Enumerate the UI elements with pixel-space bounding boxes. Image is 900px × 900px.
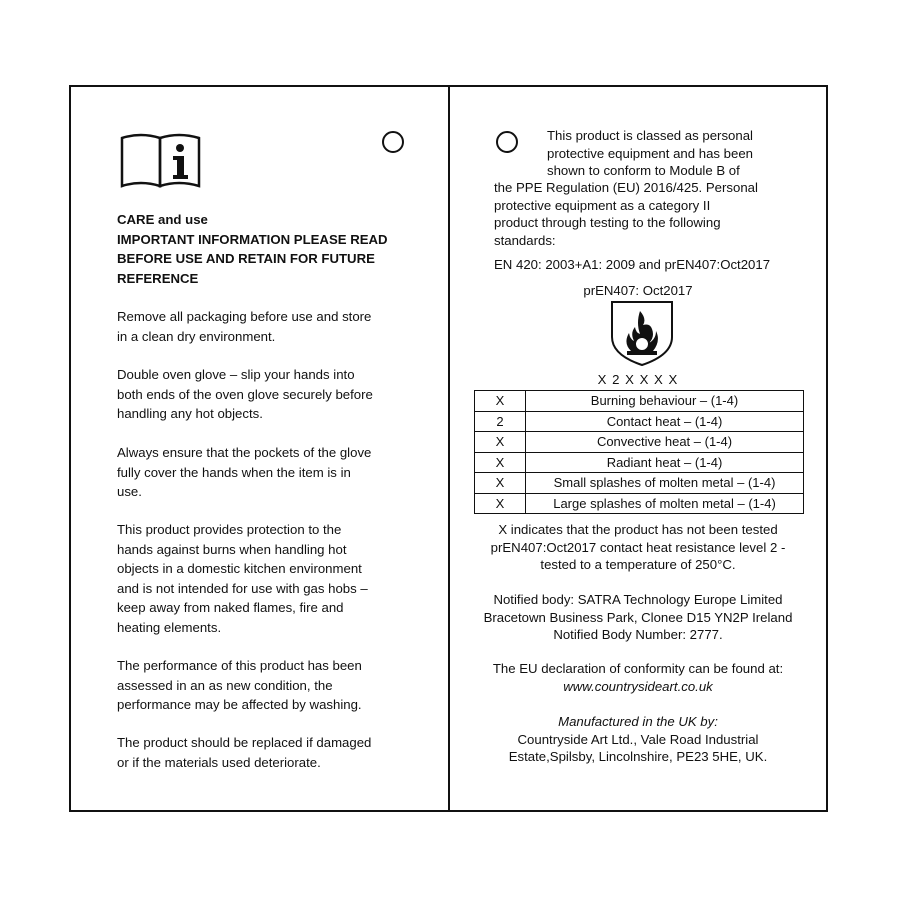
ppe-intro-bottom: [494, 179, 814, 249]
text-line: or if the materials used deteriorate.: [117, 754, 321, 770]
paragraph-protection: [117, 520, 407, 637]
text-line: the PPE Regulation (EU) 2016/425. Personal: [494, 180, 758, 195]
text-line: Estate,Spilsby, Lincolnshire, PE23 5HE, UK.: [508, 749, 768, 764]
text-line: Countryside Art Ltd., Vale Road Industrial: [517, 731, 759, 747]
property-cell: Small splashes of molten metal – (1-4): [526, 473, 804, 494]
hang-hole-right: [496, 131, 518, 153]
text-line: fully cover the hands when the item is in: [117, 464, 351, 480]
level-cell: X: [475, 452, 526, 473]
care-heading-block: [117, 210, 407, 288]
untested-note: [450, 521, 826, 574]
important-line: IMPORTANT INFORMATION PLEASE READ: [117, 231, 388, 247]
level-cell: X: [475, 473, 526, 494]
heat-flame-shield-icon: [609, 299, 675, 367]
text-line: protective equipment as a category II: [494, 197, 711, 213]
text-line: tested to a temperature of 250°C.: [540, 557, 736, 572]
text-line: both ends of the oven glove securely before: [117, 386, 373, 402]
paragraph-pockets: [117, 443, 407, 502]
text-line: This product provides protection to the: [117, 522, 342, 537]
ppe-intro-top: [547, 127, 817, 180]
text-line: X indicates that the product has not been tested: [498, 522, 778, 537]
level-cell: X: [475, 432, 526, 453]
text-line: Notified body: SATRA Technology Europe Limited: [493, 592, 783, 607]
text-line: Bracetown Business Park, Clonee D15 YN2P Ireland: [483, 609, 793, 625]
table-row: [475, 473, 804, 494]
property-cell: Burning behaviour – (1-4): [526, 391, 804, 412]
manufacturer-block: [450, 713, 826, 766]
text-line: shown to conform to Module B of: [547, 163, 740, 178]
manufactured-heading: Manufactured in the UK by:: [558, 714, 718, 729]
text-line: This product is classed as personal: [547, 128, 753, 143]
text-line: and is not intended for use with gas hobs –: [117, 580, 368, 596]
text-line: keep away from naked flames, fire and: [117, 600, 344, 615]
notified-body: [450, 591, 826, 644]
text-line: hands against burns when handling hot: [117, 541, 347, 557]
text-line: use.: [117, 484, 142, 499]
property-cell: Convective heat – (1-4): [526, 432, 804, 453]
important-line: BEFORE USE AND RETAIN FOR FUTURE: [117, 251, 375, 266]
property-cell: Large splashes of molten metal – (1-4): [526, 493, 804, 514]
paragraph-packaging: [117, 307, 407, 346]
text-line: assessed in an as new condition, the: [117, 677, 333, 693]
table-row: [475, 452, 804, 473]
property-cell: Contact heat – (1-4): [526, 411, 804, 432]
care-heading: CARE and use: [117, 212, 208, 227]
table-row: [475, 432, 804, 453]
text-line: Notified Body Number: 2777.: [553, 627, 723, 642]
performance-code: X 2 X X X X: [597, 372, 679, 387]
property-cell: Radiant heat – (1-4): [526, 452, 804, 473]
text-line: objects in a domestic kitchen environment: [117, 561, 362, 576]
text-line: heating elements.: [117, 619, 222, 635]
important-line: REFERENCE: [117, 270, 199, 286]
text-line: standards:: [494, 232, 556, 248]
table-row: [475, 391, 804, 412]
performance-table: [474, 390, 804, 514]
text-line: protective equipment and has been: [547, 145, 754, 161]
paragraph-replace: [117, 733, 407, 772]
declaration-text: The EU declaration of conformity can be found at:: [492, 661, 784, 676]
text-line: prEN407:Oct2017 contact heat resistance level 2 -: [490, 539, 786, 555]
text-line: in a clean dry environment.: [117, 328, 276, 344]
declaration-block: [450, 660, 826, 695]
pictogram-title: prEN407: Oct2017: [583, 283, 693, 298]
level-cell: X: [475, 391, 526, 412]
hang-hole-left: [382, 131, 404, 153]
level-cell: 2: [475, 411, 526, 432]
text-line: The product should be replaced if damaged: [117, 735, 372, 750]
level-cell: X: [475, 493, 526, 514]
text-line: product through testing to the following: [494, 215, 721, 230]
text-line: Double oven glove – slip your hands into: [117, 367, 355, 382]
text-line: The performance of this product has been: [117, 658, 362, 673]
text-line: Always ensure that the pockets of the glove: [117, 445, 372, 460]
paragraph-performance: [117, 656, 407, 715]
text-line: Remove all packaging before use and store: [117, 309, 372, 324]
text-line: performance may be affected by washing.: [117, 697, 362, 712]
website-link[interactable]: www.countrysideart.co.uk: [563, 678, 713, 694]
table-row: [475, 411, 804, 432]
standards-text: EN 420: 2003+A1: 2009 and prEN407:Oct2017: [494, 257, 771, 272]
table-row: [475, 493, 804, 514]
text-line: handling any hot objects.: [117, 406, 263, 421]
info-book-icon: [119, 130, 203, 190]
right-panel: [450, 85, 826, 812]
paragraph-double-glove: [117, 365, 407, 424]
left-panel: [71, 85, 448, 812]
